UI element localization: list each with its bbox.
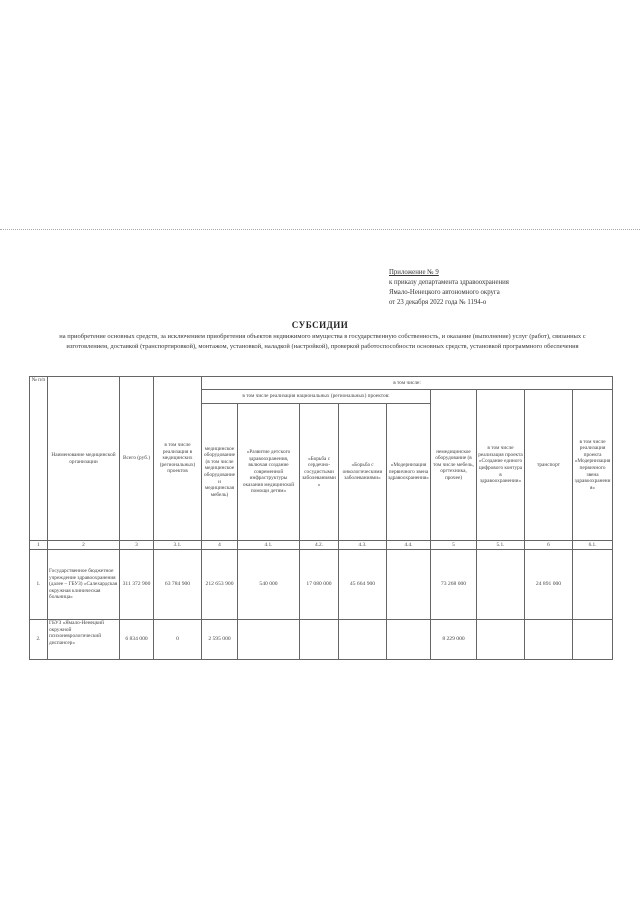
row-modern-transport — [573, 620, 613, 660]
document-subtitle: на приобретение основных средств, за исключением приобретения объектов недвижимого имущества в государственную собственность, и оказание (выполнение) услуг (работ), связанных с изготовлением, доставкой (транспортировкой), монтажом, установкой, наладкой (настройкой), проверкой работоспособности основных средств, установкой программного обеспечения — [59, 333, 586, 350]
col-number: 5.1. — [477, 541, 525, 550]
header-in-modern-transport: в том числе реализация проекта «Модернизация первичного звена здравоохранения» — [573, 390, 613, 541]
row-org: ГБУЗ «Ямало-Ненецкий окружной психоневрологический диспансер» — [48, 620, 120, 660]
row-digital — [477, 620, 525, 660]
col-number: 3.1. — [154, 541, 202, 550]
row-equipment: 2 595 000 — [202, 620, 238, 660]
row-num: 1. — [30, 550, 48, 620]
col-number: 6.1. — [573, 541, 613, 550]
col-number: 4.3. — [339, 541, 387, 550]
row-num: 2. — [30, 620, 48, 660]
header-dev-healthcare: «Развитие детского здравоохранения, включая создание современной инфраструктуры оказания медицинской помощи детям» — [238, 404, 300, 541]
header-equipment: медицинское оборудование (в том числе медицинское оборудование и медицинская мебель) — [202, 404, 238, 541]
row-modernization — [387, 620, 431, 660]
appendix-title: Приложение № 9 — [389, 269, 439, 276]
header-in-digital: в том числе реализация проекта «Создание единого цифрового контура в здравоохранении» — [477, 390, 525, 541]
col-number: 5 — [431, 541, 477, 550]
appendix-date-line: от 23 декабря 2022 года № 1194-о — [389, 299, 487, 306]
header-in-regional: в том числе реализация в медицинских (региональных) проектов — [154, 377, 202, 541]
row-dev-healthcare — [238, 620, 300, 660]
row-digital — [477, 550, 525, 620]
header-org: Наименование медицинской организации — [48, 377, 120, 541]
row-regional: 0 — [154, 620, 202, 660]
header-national-projects: в том числе реализация национальных (региональных) проектов: — [202, 390, 431, 404]
document-title: СУБСИДИИ — [291, 320, 349, 330]
col-number: 4.2. — [300, 541, 339, 550]
appendix-line-2: Ямало-Ненецкого автономного округа — [389, 289, 500, 296]
appendix-block — [389, 268, 599, 308]
col-number: 6 — [525, 541, 573, 550]
table-row — [30, 620, 613, 660]
header-total: Всего (руб.) — [120, 377, 154, 541]
header-non-medical: немедицинское оборудование (в том числе мебель, оргтехника, прочее) — [431, 390, 477, 541]
row-cardio: 17 080 000 — [300, 550, 339, 620]
row-total: 311 372 900 — [120, 550, 154, 620]
table-row — [30, 550, 613, 620]
appendix-line-1: к приказу департамента здравоохранения — [389, 279, 509, 286]
row-equipment: 212 653 900 — [202, 550, 238, 620]
row-transport — [525, 620, 573, 660]
col-number: 4 — [202, 541, 238, 550]
row-modern-transport — [573, 550, 613, 620]
row-onco: 45 664 900 — [339, 550, 387, 620]
row-non-medical: 8 229 000 — [431, 620, 477, 660]
row-non-medical: 73 268 000 — [431, 550, 477, 620]
col-number: 4.4. — [387, 541, 431, 550]
header-fight-onco: «Борьба с онкологическими заболеваниями» — [339, 404, 387, 541]
row-transport: 24 891 000 — [525, 550, 573, 620]
row-total: 6 834 000 — [120, 620, 154, 660]
header-modernization: «Модернизация первичного звена здравоохранения» — [387, 404, 431, 541]
col-number: 2 — [48, 541, 120, 550]
header-num: № п/п — [30, 377, 48, 541]
row-modernization — [387, 550, 431, 620]
subsidies-table — [29, 376, 613, 660]
row-org: Государственное бюджетное учреждение здравоохранения (далее – ГБУЗ) «Салехардская окружная клиническая больница» — [48, 550, 120, 620]
header-transport: транспорт — [525, 390, 573, 541]
col-number: 1 — [30, 541, 48, 550]
col-number: 4.1. — [238, 541, 300, 550]
row-onco — [339, 620, 387, 660]
header-fight-cardio: «Борьба с сердечно-сосудистыми заболеваниями» — [300, 404, 339, 541]
row-regional: 63 784 900 — [154, 550, 202, 620]
header-including: в том числе: — [202, 377, 613, 390]
scan-dotted-line — [0, 229, 640, 230]
row-dev-healthcare: 540 000 — [238, 550, 300, 620]
row-cardio — [300, 620, 339, 660]
col-number: 3 — [120, 541, 154, 550]
